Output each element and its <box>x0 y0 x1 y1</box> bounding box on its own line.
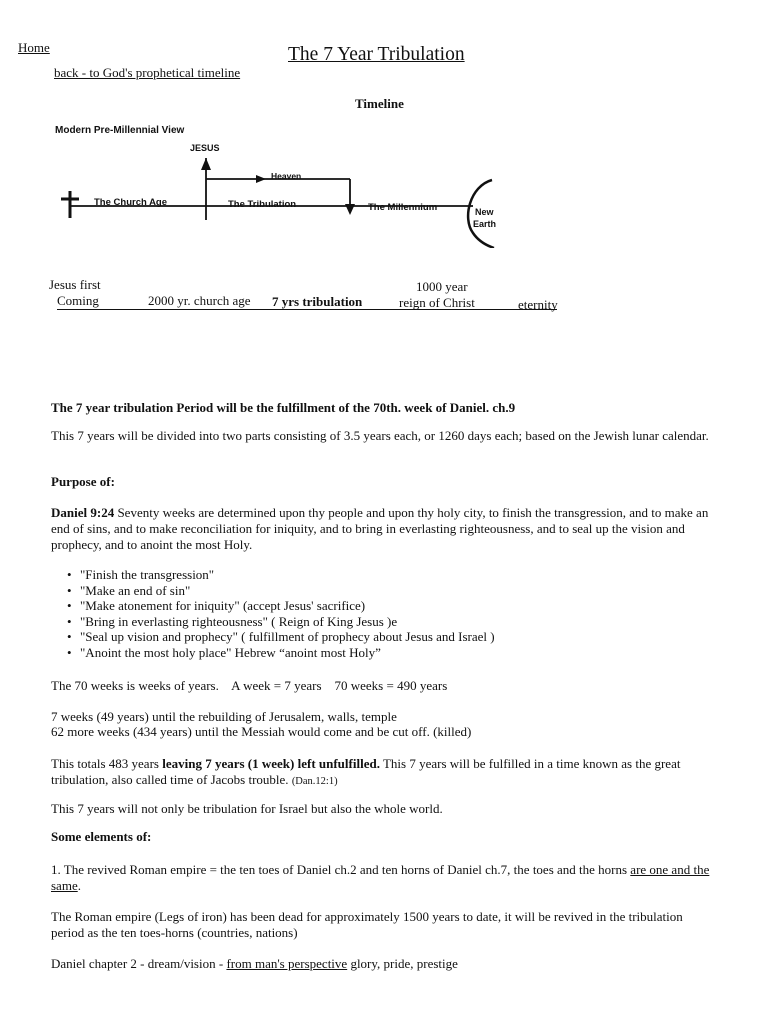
page-title: The 7 Year Tribulation <box>288 44 465 65</box>
reign-of-christ-label: reign of Christ <box>399 295 475 310</box>
coming-label: Coming <box>57 293 99 308</box>
diagram-church-age-label: The Church Age <box>94 197 168 208</box>
church-age-label: 2000 yr. church age <box>148 293 251 308</box>
roman-empire-paragraph: The Roman empire (Legs of iron) has been dead for approximately 1500 years to date, it will be revived in the tribulation period as the ten toes-horns (countries, nations) <box>51 909 683 940</box>
return-arrow <box>345 204 355 215</box>
diagram-new-label: New <box>475 207 494 217</box>
back-to-timeline-link[interactable]: back - to God's prophetical timeline <box>54 65 241 80</box>
purpose-list-container <box>60 567 710 661</box>
daniel-9-24-text: Seventy weeks are determined upon thy people and upon thy holy city, to finish the transgression, and to make an end of sins, and to make reconciliation for iniquity, and to bring in everlasting righteousness, and to seal up the vision and prophecy, and to anoint the most Holy. <box>51 505 709 552</box>
timeline-heading: Timeline <box>355 96 404 111</box>
tribulation-label: 7 yrs tribulation <box>272 294 363 309</box>
sixty-two-weeks-line: 62 more weeks (434 years) until the Messiah would come and be cut off. (killed) <box>51 724 472 739</box>
eternity-label: eternity <box>518 297 558 312</box>
fulfillment-statement: The 7 year tribulation Period will be the fulfillment of the 70th. week of Daniel. ch.9 <box>51 400 516 415</box>
diagram-millennium-label: The Millennium <box>368 202 438 213</box>
elements-heading: Some elements of: <box>51 829 152 844</box>
one-and-the-same-emphasis: are one and the same <box>51 862 710 893</box>
point-1-text: 1. The revived Roman empire = the ten toes of Daniel ch.2 and ten horns of Daniel ch.7, the toes and the horns <box>51 862 631 877</box>
diagram-jesus-label: JESUS <box>190 143 220 153</box>
point-1-period: . <box>77 878 81 893</box>
purpose-list <box>60 567 710 661</box>
daniel-chapter-2-line <box>51 956 711 972</box>
purpose-list-item: • "Bring in everlasting righteousness" ( Reign of King Jesus )e <box>80 614 710 630</box>
tribulation-timeline-diagram <box>0 118 520 248</box>
purpose-list-item: • "Make atonement for iniquity" (accept Jesus' sacrifice) <box>80 598 710 614</box>
purpose-heading: Purpose of: <box>51 474 115 489</box>
unfulfilled-emphasis: leaving 7 years (1 week) left unfulfilled. <box>162 756 380 771</box>
daniel-9-24-paragraph <box>51 505 711 553</box>
daniel-9-24-reference: Daniel 9:24 <box>51 505 115 520</box>
purpose-list-item: • "Finish the transgression" <box>80 567 710 583</box>
diagram-tribulation-label: The Tribulation <box>228 199 297 210</box>
division-paragraph: This 7 years will be divided into two parts consisting of 3.5 years each, or 1260 days each; based on the Jewish lunar calendar. <box>51 428 709 443</box>
glory-pride-text: glory, pride, prestige <box>347 956 458 971</box>
whole-world-line: This 7 years will not only be tribulation for Israel but also the whole world. <box>51 801 443 816</box>
seven-weeks-line: 7 weeks (49 years) until the rebuilding of Jerusalem, walls, temple <box>51 709 397 724</box>
weeks-of-years-line: The 70 weeks is weeks of years. A week = 7 years 70 weeks = 490 years <box>51 678 448 693</box>
jesus-first-label: Jesus first <box>49 277 101 292</box>
diagram-heaven-label: Heaven <box>271 171 302 181</box>
purpose-list-item: • "Seal up vision and prophecy" ( fulfillment of prophecy about Jesus and Israel ) <box>80 629 710 645</box>
totals-paragraph <box>51 756 711 790</box>
home-link[interactable]: Home <box>18 40 50 55</box>
mans-perspective-emphasis: from man's perspective <box>226 956 348 971</box>
diagram-view-title: Modern Pre-Millennial View <box>55 125 185 136</box>
diagram-earth-label: Earth <box>473 219 497 229</box>
point-1-paragraph <box>51 862 711 894</box>
purpose-list-item: • "Anoint the most holy place" Hebrew “anoint most Holy” <box>80 645 710 661</box>
purpose-list-item: • "Make an end of sin" <box>80 583 710 599</box>
totals-text: This totals 483 years <box>51 756 163 771</box>
thousand-year-label: 1000 year <box>416 279 468 294</box>
dan-12-1-reference: (Dan.12:1) <box>291 776 338 787</box>
daniel-2-text: Daniel chapter 2 - dream/vision - <box>51 956 227 971</box>
great-tribulation-text: This 7 years will be fulfilled in a time known as the great tribulation, also called time of Jacobs trouble. <box>51 756 681 787</box>
